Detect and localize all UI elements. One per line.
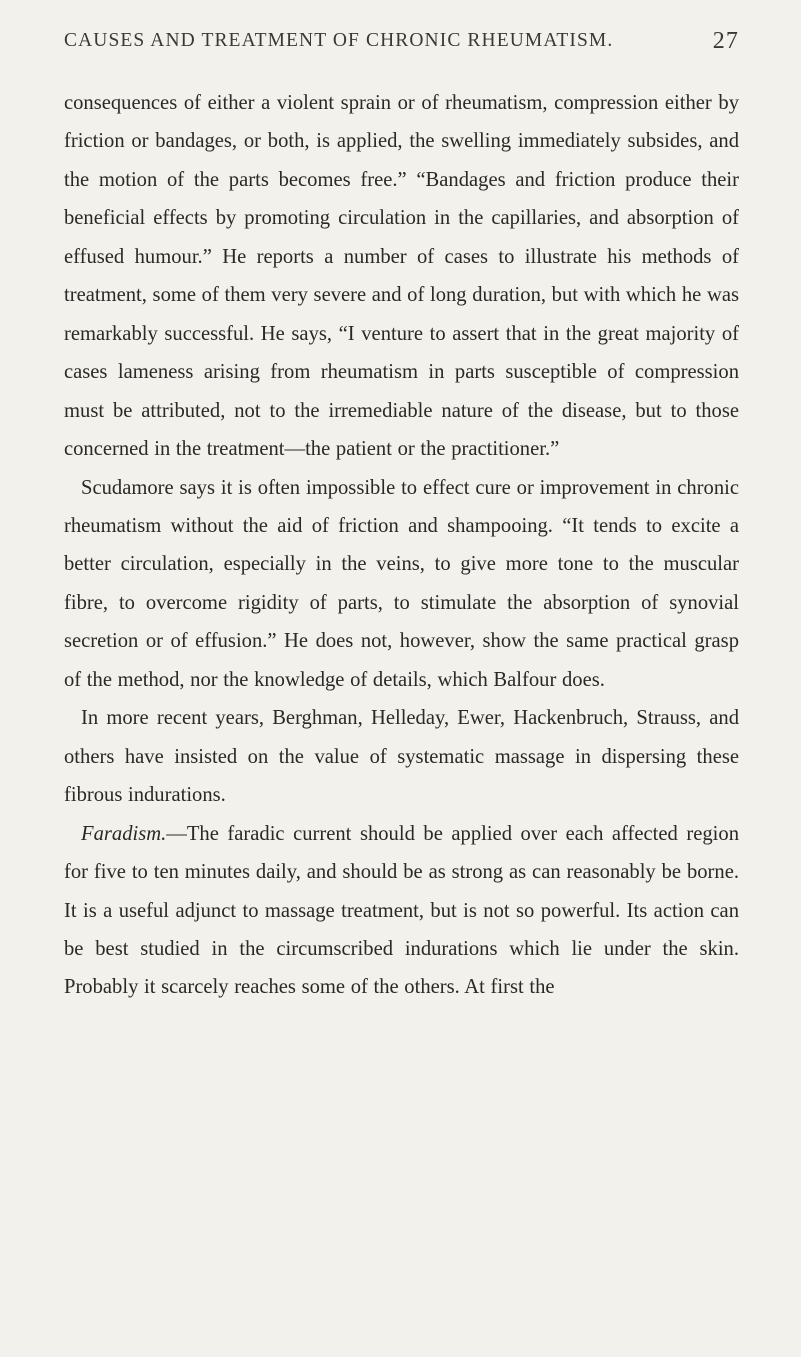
paragraph-faradism [64,815,739,1007]
body-text [64,84,739,1007]
page-number: 27 [712,28,739,54]
faradism-text: —The faradic current should be applied over each affected region for five to ten minutes daily, and should be as strong as can reasonably be borne. It is a useful adjunct to massage treatment, but is not so powerful. Its action can be best studied in the circumscribed indurations which lie under the skin. Probably it scarcely reaches some of the others. At first the [64,822,739,999]
faradism-heading: Faradism. [81,822,167,845]
running-title: CAUSES AND TREATMENT OF CHRONIC RHEUMATISM. [64,30,614,51]
paragraph-continued: consequences of either a violent sprain or of rheumatism, compression either by friction or bandages, or both, is applied, the swelling immediately subsides, and the motion of the parts becomes free.” “Bandages and friction produce their beneficial effects by promoting circulation in the capillaries, and absorption of effused humour.” He reports a number of cases to illustrate his methods of treatment, some of them very severe and of long duration, but with which he was remarkably successful. He says, “I venture to assert that in the great majority of cases lameness arising from rheumatism in parts susceptible of compression must be attributed, not to the irremediable nature of the disease, but to those concerned in the treatment—the patient or the practitioner.” [64,92,739,461]
running-head [64,30,739,56]
paragraph-scudamore: Scudamore says it is often impossible to effect cure or improvement in chronic rheumatism without the aid of friction and shampooing. “It tends to excite a better circulation, especially in the veins, to give more tone to the muscular fibre, to overcome rigidity of parts, to stimulate the absorption of synovial secretion or of effusion.” He does not, however, show the same practical grasp of the method, nor the knowledge of details, which Balfour does. [64,476,739,691]
paragraph-recent-years: In more recent years, Berghman, Helleday, Ewer, Hackenbruch, Strauss, and others have insisted on the value of systematic massage in dispersing these fibrous indurations. [64,707,739,807]
